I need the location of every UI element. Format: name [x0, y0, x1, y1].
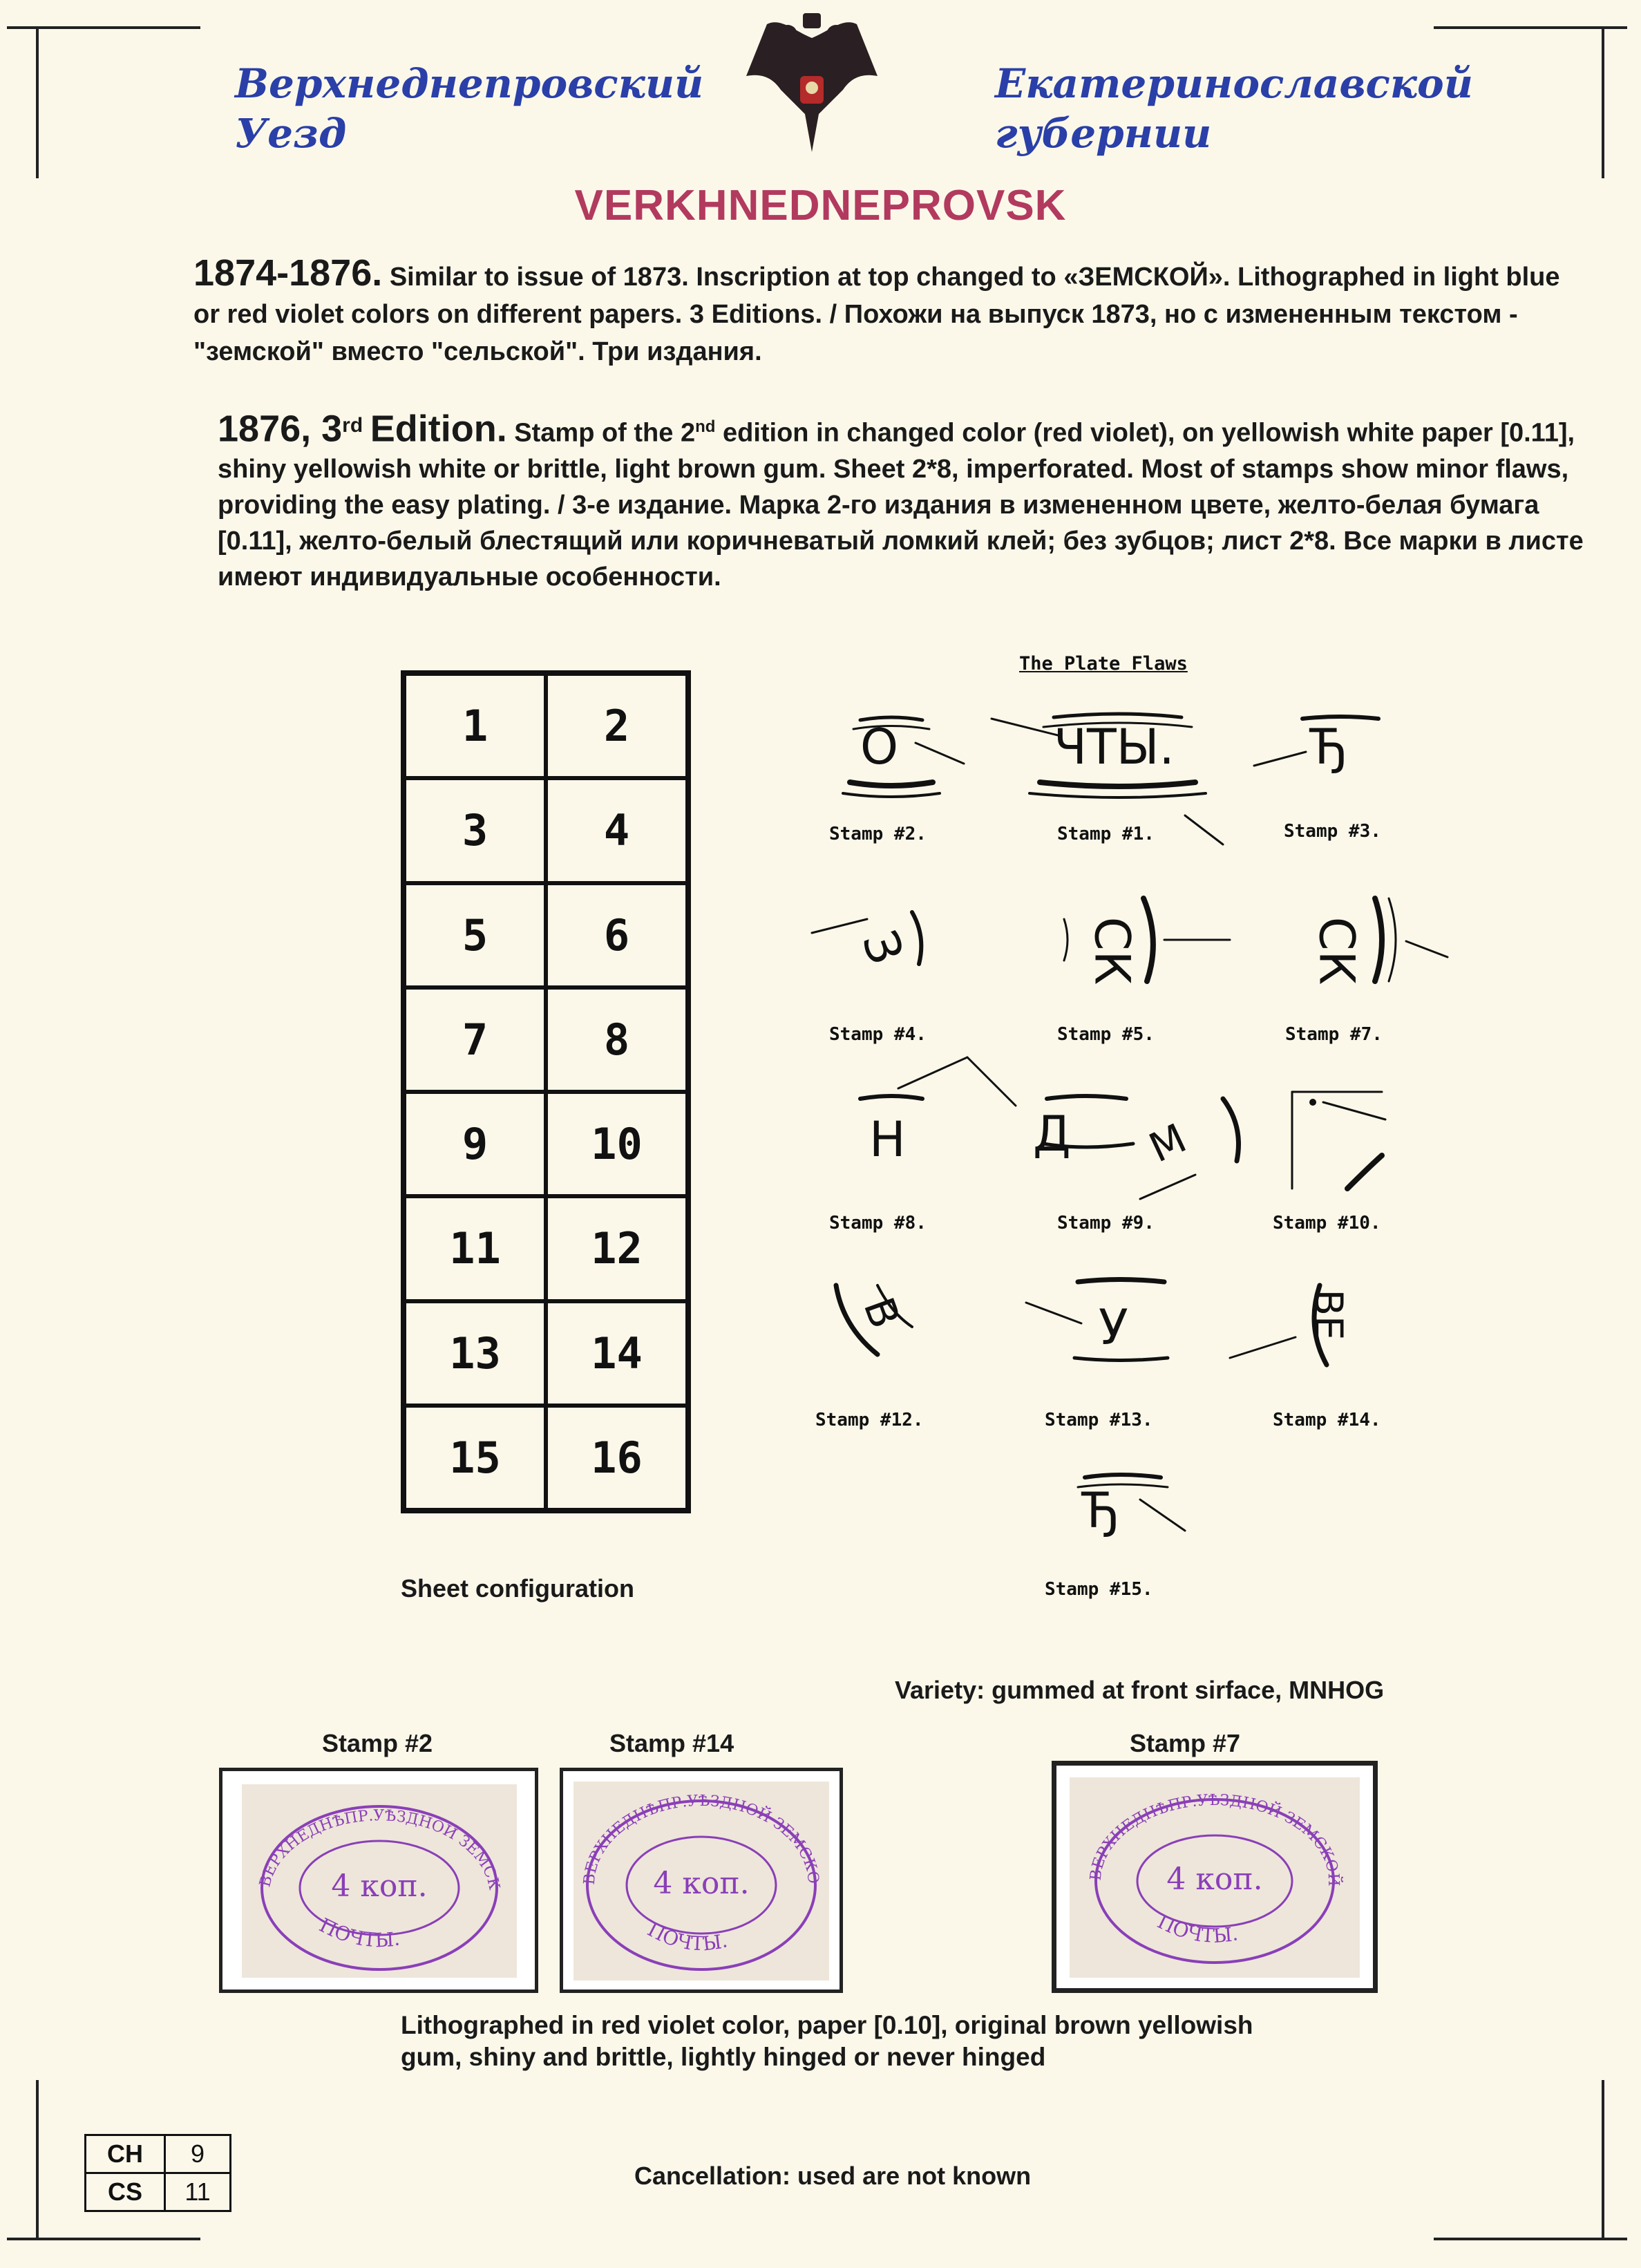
- flaw-label: Stamp #3.: [1284, 821, 1381, 842]
- flaw-glyph: ЧТЫ.: [1054, 719, 1175, 775]
- sheet-cell: 4: [546, 778, 687, 882]
- flaw-arrow: [916, 743, 964, 764]
- flaw-line: [1074, 1358, 1168, 1361]
- stamp-oval: [1070, 1777, 1360, 1978]
- flaw-line: [1085, 1475, 1161, 1477]
- sheet-cell: 3: [404, 778, 546, 882]
- flaw-arrow: [1323, 1102, 1385, 1119]
- flaw-line: [1314, 1285, 1327, 1365]
- flaw-glyph: ВЕ: [1305, 1289, 1351, 1341]
- catalog-ch-value: 9: [165, 2135, 231, 2173]
- flaw-arrow: [992, 719, 1061, 736]
- district-uezd-ru: Уезд: [235, 110, 347, 157]
- corner-bottom-right-h: [1434, 2238, 1627, 2240]
- flaw-glyph: Ђ: [1081, 1482, 1120, 1539]
- province-title: [995, 59, 1473, 158]
- stamp-value: 4 коп.: [1166, 1862, 1263, 1897]
- intro-lead: 1874-1876.: [193, 252, 383, 294]
- flaw-label: Stamp #8.: [829, 1213, 927, 1234]
- flaw-line: [1043, 723, 1192, 727]
- edition-text-sup: nd: [695, 417, 716, 436]
- intro-sep: /: [822, 300, 844, 329]
- table-row: [86, 2135, 231, 2173]
- sheet-cell: 6: [546, 883, 687, 987]
- flaw-arrow: [1230, 1337, 1296, 1358]
- flaw-glyph: О: [860, 719, 899, 775]
- edition-text-en-b: edition in changed color (red violet), on yellowish white paper [0.11], shiny yellowish white or brittle, light brown gum. Sheet 2*8, imperforated. Most of stamps show minor flaws, providing the easy plating.: [218, 418, 1575, 520]
- flaw-glyph: З: [851, 923, 915, 972]
- sheet-cell: 12: [546, 1196, 687, 1301]
- flaw-label: Stamp #15.: [1045, 1579, 1153, 1600]
- stamp-image: [1070, 1777, 1360, 1978]
- sheet-cell: 10: [546, 1092, 687, 1196]
- stamp-value: 4 коп.: [331, 1869, 428, 1904]
- flaw-line: [860, 1096, 922, 1099]
- flaw-label: Stamp #10.: [1273, 1213, 1381, 1234]
- variety-note: Variety: gummed at front sirface, MNHOG: [895, 1676, 1385, 1704]
- edition-lead-year: 1876, 3: [218, 408, 343, 450]
- flaw-line: [850, 782, 933, 786]
- flaw-line: [1223, 1099, 1239, 1161]
- flaw-glyph: В: [853, 1291, 909, 1335]
- flaw-line: [843, 793, 940, 797]
- stamp-title: Stamp #2: [322, 1729, 433, 1757]
- sheet-cell: 8: [546, 987, 687, 1092]
- sheet-cell: 13: [404, 1301, 546, 1406]
- stamp-title: Stamp #7: [1130, 1729, 1241, 1757]
- corner-bottom-left-v: [36, 2080, 39, 2239]
- flaw-dot: [1309, 1099, 1316, 1106]
- flaw-label: Stamp #2.: [829, 824, 927, 844]
- stamp-bottom-text: ПОЧТЫ.: [643, 1918, 730, 1956]
- flaw-line: [1375, 898, 1382, 981]
- stamp-top-text: ВЕРХНЕДНѢПР.УѢЗДНОЙ ЗЕМСК: [256, 1807, 503, 1892]
- sheet-configuration-grid: [401, 670, 691, 1513]
- edition-paragraph: [218, 408, 1586, 595]
- flaw-arrow: [1406, 941, 1448, 957]
- flaw-arrow: [1140, 1500, 1185, 1531]
- sheet-cell: 11: [404, 1196, 546, 1301]
- flaw-label: Stamp #9.: [1057, 1213, 1155, 1234]
- flaw-arrow: [898, 1057, 967, 1088]
- flaw-label: Stamp #14.: [1273, 1410, 1381, 1430]
- edition-text-en-a: Stamp of the 2: [514, 418, 696, 448]
- flaw-arrow: [1026, 1303, 1081, 1323]
- edition-lead-sup: rd: [342, 414, 363, 437]
- sheet-cell: 2: [546, 674, 687, 778]
- flaw-line: [1047, 1096, 1126, 1099]
- sheet-cell: 9: [404, 1092, 546, 1196]
- stamp-value: 4 коп.: [653, 1866, 750, 1901]
- catalog-cs-value: 11: [165, 2173, 231, 2211]
- province-name-ru: Екатеринославской: [995, 60, 1473, 107]
- stamp-oval: [242, 1784, 517, 1978]
- flaw-arrow: [1140, 1175, 1195, 1199]
- stamp-top-text: ВЕРХНЕДНѢПР.УѢЗДНОЙ ЗЕМСКОЙ: [1087, 1791, 1343, 1887]
- flaw-glyph: У: [1099, 1299, 1128, 1356]
- flaw-glyph: Д: [1033, 1106, 1071, 1162]
- catalog-table: [84, 2134, 231, 2212]
- corner-bottom-right-v: [1602, 2080, 1604, 2239]
- stamp-image: [242, 1784, 517, 1978]
- flaw-line: [878, 1285, 912, 1327]
- flaw-line: [1302, 717, 1378, 719]
- flaw-glyph: СК: [1308, 916, 1365, 985]
- edition-text-ru: 3-е издание. Марка 2-го издания в измененном цвете, желто-белая бумага [0.11], желто-белый блестящий или коричневатый ломкий клей; без зубцов; лист 2*8. Все марки в листе имеют индивидуальные особенности.: [218, 490, 1584, 592]
- flaw-line: [1347, 1155, 1382, 1189]
- catalog-cs-label: CS: [86, 2173, 165, 2211]
- stamp-title: Stamp #14: [609, 1729, 734, 1757]
- catalog-ch-label: CH: [86, 2135, 165, 2173]
- sheet-cell: 15: [404, 1406, 546, 1510]
- province-gubernia-ru: губернии: [995, 110, 1212, 157]
- flaw-line: [1389, 898, 1396, 981]
- flaw-line: [1030, 793, 1206, 797]
- flaw-label: Stamp #5.: [1057, 1024, 1155, 1045]
- flaw-label: Stamp #12.: [815, 1410, 924, 1430]
- stamp-bottom-text: ПОЧТЫ.: [1153, 1909, 1240, 1948]
- plate-flaws-title: The Plate Flaws: [1019, 653, 1188, 674]
- sheet-cell: 5: [404, 883, 546, 987]
- edition-sep: /: [550, 490, 573, 520]
- flaw-arrow: [1185, 815, 1223, 844]
- sheet-cell: 7: [404, 987, 546, 1092]
- flaw-line: [1040, 782, 1195, 786]
- litho-note: Lithographed in red violet color, paper [0.10], original brown yellowish gum, shiny and brittle, lightly hinged or never hinged: [401, 2011, 1253, 2071]
- sheet-cell: 14: [546, 1301, 687, 1406]
- table-row: [86, 2173, 231, 2211]
- page-title: VERKHNEDNEPROVSK: [574, 182, 1067, 229]
- plate-flaws-marks: [795, 691, 1486, 1589]
- flaw-glyph: Ђ: [1309, 719, 1348, 775]
- flaw-label: Stamp #4.: [829, 1024, 927, 1045]
- edition-lead-word: Edition.: [370, 408, 507, 450]
- flaw-arrow: [1254, 752, 1306, 766]
- flaw-line: [1078, 1484, 1168, 1487]
- stamp-oval: [573, 1782, 829, 1981]
- imperial-eagle-emblem: [739, 10, 884, 162]
- flaw-glyph: СК: [1083, 916, 1141, 985]
- flaw-line: [853, 726, 929, 730]
- flaw-arrow: [967, 1057, 1016, 1106]
- sheet-caption: Sheet configuration: [401, 1574, 635, 1603]
- flaw-line: [1043, 1144, 1133, 1147]
- stamp-bottom-text: ПОЧТЫ.: [315, 1913, 401, 1952]
- cancellation-note: Cancellation: used are not known: [634, 2162, 1032, 2190]
- flaw-label: Stamp #7.: [1285, 1024, 1383, 1045]
- district-name-ru: Верхнеднепровский: [235, 60, 704, 107]
- stamp-top-text: ВЕРХНЕДНѢПР.УѢЗДНОЙ ЗЕМСКО: [580, 1792, 822, 1886]
- flaw-label: Stamp #1.: [1057, 824, 1155, 844]
- intro-paragraph: [193, 254, 1562, 370]
- flaw-label: Stamp #13.: [1045, 1410, 1153, 1430]
- corner-top-right-v: [1602, 26, 1604, 178]
- flaw-arrow: [812, 919, 867, 933]
- corner-top-right-h: [1434, 26, 1627, 29]
- sheet-cell: 1: [404, 674, 546, 778]
- flaw-line: [836, 1285, 878, 1354]
- flaw-line: [1078, 1280, 1164, 1283]
- flaw-line: [1064, 919, 1068, 961]
- stamp-image: [573, 1782, 829, 1981]
- flaw-glyph: М: [1141, 1114, 1194, 1172]
- flaw-line: [1144, 898, 1153, 981]
- district-title: [235, 59, 703, 158]
- sheet-cell: 16: [546, 1406, 687, 1510]
- flaw-glyph: Н: [869, 1111, 906, 1168]
- corner-top-left-v: [36, 26, 39, 178]
- flaw-line: [860, 717, 922, 720]
- flaw-line: [1054, 714, 1182, 717]
- intro-text-ru: Похожи на выпуск 1873, но с измененным текстом - "земской" вместо "сельской". Три издания.: [193, 300, 1518, 366]
- flaw-line: [912, 912, 921, 964]
- intro-text-en: Similar to issue of 1873. Inscription at top changed to «ЗЕМСКОЙ». Lithographed in light blue or red violet colors on different papers. 3 Editions.: [193, 263, 1560, 329]
